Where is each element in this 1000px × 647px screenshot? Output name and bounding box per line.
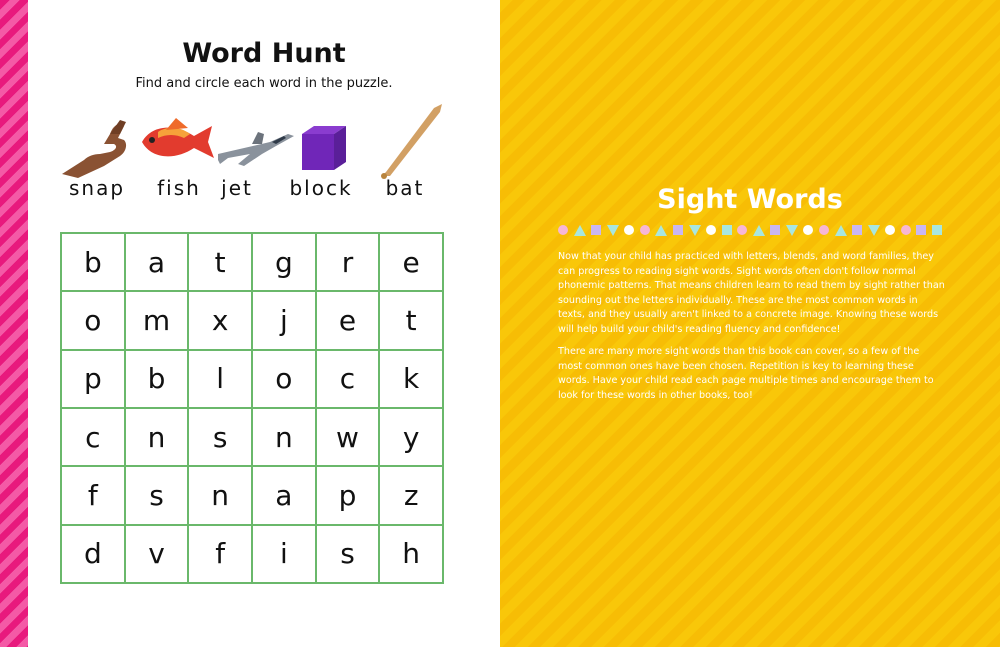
triangle-icon	[753, 225, 765, 236]
word-label: block	[289, 176, 353, 200]
square-icon	[770, 225, 780, 235]
word-hunt-page	[28, 0, 500, 647]
grid-cell[interactable]: p	[316, 466, 380, 524]
word-label: jet	[221, 176, 253, 200]
circle-icon	[558, 225, 568, 235]
grid-cell[interactable]: h	[379, 525, 443, 583]
grid-cell[interactable]: m	[125, 291, 189, 349]
grid-cell[interactable]: f	[188, 525, 252, 583]
circle-icon	[803, 225, 813, 235]
square-icon	[673, 225, 683, 235]
word-label: bat	[385, 176, 425, 200]
triangle-icon	[607, 225, 619, 236]
grid-cell[interactable]: x	[188, 291, 252, 349]
grid-cell[interactable]: z	[379, 466, 443, 524]
grid-cell[interactable]: n	[125, 408, 189, 466]
circle-icon	[819, 225, 829, 235]
grid-cell[interactable]: b	[61, 233, 125, 291]
grid-cell[interactable]: s	[125, 466, 189, 524]
square-icon	[852, 225, 862, 235]
grid-cell[interactable]: i	[252, 525, 316, 583]
circle-icon	[737, 225, 747, 235]
grid-cell[interactable]: o	[61, 291, 125, 349]
grid-cell[interactable]: a	[252, 466, 316, 524]
grid-cell[interactable]: y	[379, 408, 443, 466]
circle-icon	[901, 225, 911, 235]
circle-icon	[624, 225, 634, 235]
decorative-shape-row	[558, 223, 942, 237]
grid-cell[interactable]: t	[379, 291, 443, 349]
square-icon	[722, 225, 732, 235]
fish-icon	[136, 104, 222, 180]
sight-words-page	[500, 0, 1000, 647]
grid-cell[interactable]: w	[316, 408, 380, 466]
square-icon	[916, 225, 926, 235]
grid-cell[interactable]: g	[252, 233, 316, 291]
grid-cell[interactable]: s	[316, 525, 380, 583]
grid-cell[interactable]: l	[188, 350, 252, 408]
block-icon	[292, 104, 378, 180]
square-icon	[932, 225, 942, 235]
triangle-icon	[689, 225, 701, 236]
grid-cell[interactable]: o	[252, 350, 316, 408]
snapping-hand-icon	[54, 104, 140, 180]
grid-cell[interactable]: p	[61, 350, 125, 408]
grid-cell[interactable]: v	[125, 525, 189, 583]
grid-cell[interactable]: t	[188, 233, 252, 291]
grid-cell[interactable]: b	[125, 350, 189, 408]
explanation-text	[558, 250, 946, 411]
grid-cell[interactable]: e	[379, 233, 443, 291]
page-title: Word Hunt	[182, 38, 346, 69]
circle-icon	[885, 225, 895, 235]
square-icon	[591, 225, 601, 235]
page-instructions: Find and circle each word in the puzzle.	[135, 76, 393, 91]
triangle-icon	[574, 225, 586, 236]
circle-icon	[640, 225, 650, 235]
grid-cell[interactable]: e	[316, 291, 380, 349]
grid-cell[interactable]: c	[61, 408, 125, 466]
grid-cell[interactable]: r	[316, 233, 380, 291]
grid-cell[interactable]: f	[61, 466, 125, 524]
grid-cell[interactable]: a	[125, 233, 189, 291]
grid-cell[interactable]: c	[316, 350, 380, 408]
section-title: Sight Words	[657, 184, 843, 215]
grid-cell[interactable]: n	[188, 466, 252, 524]
triangle-icon	[835, 225, 847, 236]
grid-cell[interactable]: s	[188, 408, 252, 466]
word-label: fish	[157, 176, 201, 200]
triangle-icon	[786, 225, 798, 236]
grid-cell[interactable]: n	[252, 408, 316, 466]
paragraph: There are many more sight words than this book can cover, so a few of the most common ones have been chosen. Repetition is key to learning these words. Have your child read each page multiple times and encourage them to look for these words in other books, too!	[558, 346, 934, 401]
triangle-icon	[868, 225, 880, 236]
word-label: snap	[68, 176, 126, 200]
triangle-icon	[655, 225, 667, 236]
pink-striped-border	[0, 0, 28, 647]
grid-cell[interactable]: k	[379, 350, 443, 408]
circle-icon	[706, 225, 716, 235]
grid-cell[interactable]: d	[61, 525, 125, 583]
bat-icon	[378, 104, 464, 180]
paragraph: Now that your child has practiced with letters, blends, and word families, they can progress to reading sight words. Sight words often don't follow normal phonemic patterns. That means children learn to read them by sight rather than sounding out the letters individually. These are the most common words in texts, and they usually aren't linked to a concrete image. Knowing these words will help build your child's reading fluency and confidence!	[558, 251, 945, 335]
grid-cell[interactable]: j	[252, 291, 316, 349]
jet-icon	[214, 104, 300, 180]
word-search-grid	[60, 232, 444, 584]
